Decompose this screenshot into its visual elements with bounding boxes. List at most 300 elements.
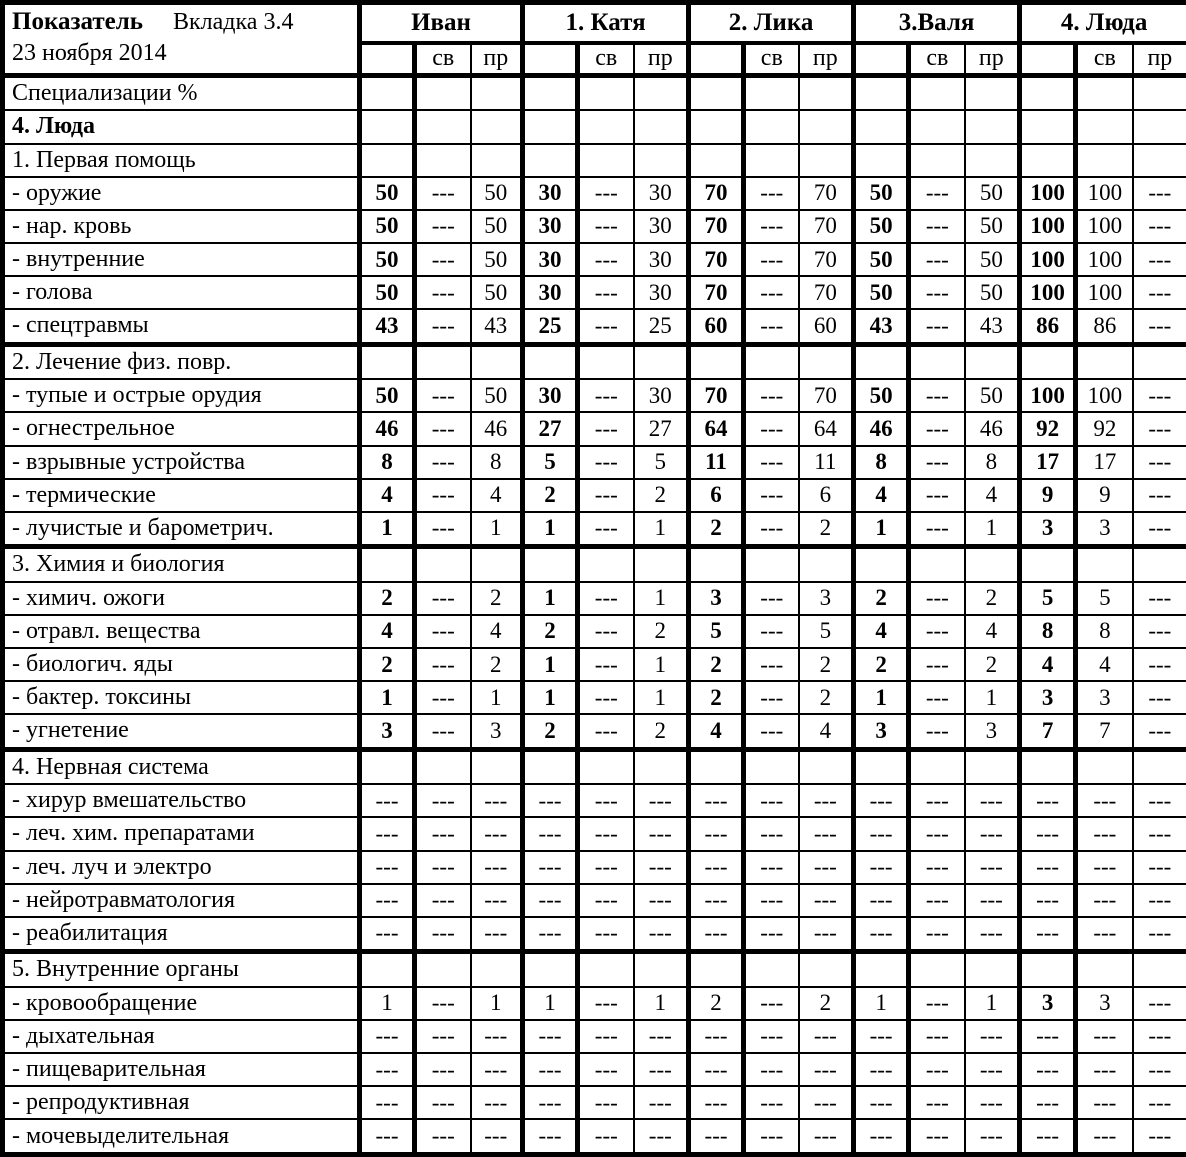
value-cell: 8: [1076, 615, 1133, 648]
value-cell: 3: [1020, 987, 1076, 1020]
value-cell: ---: [634, 817, 689, 850]
value-cell: 2: [799, 648, 854, 681]
value-cell: 4: [965, 615, 1020, 648]
value-cell: ---: [1020, 1053, 1076, 1086]
value-cell: ---: [415, 309, 471, 344]
value-cell: ---: [471, 1053, 523, 1086]
value-cell: 70: [799, 177, 854, 210]
value-cell: [744, 344, 799, 379]
value-cell: 30: [634, 276, 689, 309]
value-cell: [689, 110, 744, 143]
value-cell: 2: [965, 648, 1020, 681]
value-cell: 3: [689, 582, 744, 615]
value-cell: 30: [634, 243, 689, 276]
value-cell: ---: [578, 714, 634, 749]
value-cell: ---: [909, 817, 965, 850]
value-cell: 27: [634, 412, 689, 445]
value-cell: ---: [578, 987, 634, 1020]
value-cell: [744, 144, 799, 177]
value-cell: [634, 110, 689, 143]
subcol-св: св: [744, 43, 799, 76]
value-cell: ---: [415, 817, 471, 850]
value-cell: ---: [578, 615, 634, 648]
value-cell: [1020, 952, 1076, 987]
value-cell: ---: [744, 177, 799, 210]
value-cell: 1: [634, 681, 689, 714]
value-cell: 3: [799, 582, 854, 615]
value-cell: ---: [744, 479, 799, 512]
value-cell: ---: [360, 1020, 415, 1053]
value-cell: [799, 749, 854, 784]
value-cell: 11: [799, 446, 854, 479]
value-cell: ---: [965, 817, 1020, 850]
value-cell: ---: [909, 917, 965, 952]
value-cell: [415, 144, 471, 177]
value-cell: ---: [744, 1119, 799, 1154]
value-cell: ---: [909, 446, 965, 479]
table-row: [3, 1053, 1186, 1086]
value-cell: ---: [854, 817, 909, 850]
value-cell: [689, 749, 744, 784]
value-cell: 43: [471, 309, 523, 344]
value-cell: 5: [689, 615, 744, 648]
value-cell: [1133, 547, 1186, 582]
value-cell: 2: [471, 648, 523, 681]
value-cell: ---: [909, 648, 965, 681]
value-cell: [1020, 749, 1076, 784]
value-cell: ---: [634, 1086, 689, 1119]
table-row: [3, 309, 1186, 344]
value-cell: [1133, 749, 1186, 784]
value-cell: ---: [854, 1020, 909, 1053]
table-row: [3, 817, 1186, 850]
value-cell: [1133, 76, 1186, 111]
table-row: [3, 648, 1186, 681]
value-cell: 5: [1020, 582, 1076, 615]
value-cell: ---: [578, 446, 634, 479]
value-cell: 1: [471, 512, 523, 547]
value-cell: [1076, 110, 1133, 143]
value-cell: ---: [744, 817, 799, 850]
value-cell: [634, 76, 689, 111]
value-cell: 50: [965, 210, 1020, 243]
value-cell: ---: [415, 276, 471, 309]
value-cell: 9: [1020, 479, 1076, 512]
table-row: [3, 714, 1186, 749]
value-cell: ---: [744, 412, 799, 445]
value-cell: ---: [578, 210, 634, 243]
value-cell: [1020, 110, 1076, 143]
value-cell: 2: [634, 714, 689, 749]
value-cell: ---: [360, 784, 415, 817]
value-cell: ---: [415, 1053, 471, 1086]
value-cell: ---: [744, 210, 799, 243]
value-cell: ---: [578, 681, 634, 714]
value-cell: ---: [471, 1086, 523, 1119]
subcol-blank: [689, 43, 744, 76]
value-cell: ---: [909, 379, 965, 412]
row-label: - хирур вмешательство: [3, 784, 360, 817]
value-cell: ---: [634, 784, 689, 817]
value-cell: [909, 76, 965, 111]
value-cell: ---: [1133, 784, 1186, 817]
value-cell: 50: [854, 276, 909, 309]
value-cell: [523, 952, 578, 987]
table-row: [3, 446, 1186, 479]
value-cell: ---: [523, 784, 578, 817]
value-cell: [634, 952, 689, 987]
value-cell: ---: [415, 177, 471, 210]
value-cell: [634, 344, 689, 379]
subcol-пр: пр: [634, 43, 689, 76]
value-cell: [854, 110, 909, 143]
value-cell: ---: [799, 1020, 854, 1053]
value-cell: [854, 76, 909, 111]
value-cell: 50: [360, 177, 415, 210]
value-cell: 4: [965, 479, 1020, 512]
table-row: [3, 1020, 1186, 1053]
value-cell: ---: [1133, 987, 1186, 1020]
row-label: 2. Лечение физ. повр.: [3, 344, 360, 379]
value-cell: ---: [415, 851, 471, 884]
value-cell: [415, 749, 471, 784]
value-cell: 46: [854, 412, 909, 445]
value-cell: 4: [854, 615, 909, 648]
value-cell: ---: [415, 446, 471, 479]
value-cell: 50: [965, 243, 1020, 276]
value-cell: 2: [689, 648, 744, 681]
value-cell: ---: [1133, 1119, 1186, 1154]
value-cell: ---: [578, 851, 634, 884]
row-label: - взрывные устройства: [3, 446, 360, 479]
table-row: [3, 851, 1186, 884]
table-row: [3, 615, 1186, 648]
value-cell: 11: [689, 446, 744, 479]
value-cell: [578, 110, 634, 143]
value-cell: ---: [689, 1086, 744, 1119]
value-cell: [1076, 76, 1133, 111]
row-label: 4. Нервная система: [3, 749, 360, 784]
value-cell: 60: [689, 309, 744, 344]
value-cell: 4: [689, 714, 744, 749]
value-cell: [1020, 144, 1076, 177]
value-cell: 50: [854, 177, 909, 210]
value-cell: ---: [909, 987, 965, 1020]
value-cell: ---: [471, 784, 523, 817]
value-cell: 8: [1020, 615, 1076, 648]
value-cell: ---: [1133, 681, 1186, 714]
value-cell: ---: [360, 851, 415, 884]
value-cell: ---: [965, 784, 1020, 817]
value-cell: 8: [360, 446, 415, 479]
subcol-пр: пр: [471, 43, 523, 76]
header-row: [3, 3, 1186, 43]
row-label: - реабилитация: [3, 917, 360, 952]
value-cell: [854, 749, 909, 784]
row-label: - лучистые и барометрич.: [3, 512, 360, 547]
value-cell: 50: [471, 177, 523, 210]
value-cell: ---: [1133, 512, 1186, 547]
value-cell: ---: [854, 1119, 909, 1154]
row-label: 4. Люда: [3, 110, 360, 143]
value-cell: 4: [799, 714, 854, 749]
value-cell: ---: [909, 412, 965, 445]
value-cell: ---: [471, 851, 523, 884]
value-cell: ---: [909, 714, 965, 749]
value-cell: 3: [1076, 512, 1133, 547]
value-cell: 3: [965, 714, 1020, 749]
row-label: - кровообращение: [3, 987, 360, 1020]
value-cell: ---: [689, 851, 744, 884]
value-cell: 2: [634, 479, 689, 512]
value-cell: [415, 952, 471, 987]
value-cell: [689, 144, 744, 177]
row-label: - леч. луч и электро: [3, 851, 360, 884]
value-cell: ---: [1133, 379, 1186, 412]
value-cell: [634, 547, 689, 582]
value-cell: 30: [523, 210, 578, 243]
value-cell: [799, 344, 854, 379]
value-cell: 50: [471, 210, 523, 243]
value-cell: [799, 76, 854, 111]
value-cell: 4: [471, 479, 523, 512]
subcol-св: св: [1076, 43, 1133, 76]
value-cell: 70: [799, 243, 854, 276]
value-cell: [578, 952, 634, 987]
value-cell: [799, 110, 854, 143]
value-cell: 1: [965, 512, 1020, 547]
value-cell: ---: [799, 1053, 854, 1086]
value-cell: ---: [965, 851, 1020, 884]
value-cell: [1020, 547, 1076, 582]
value-cell: ---: [1020, 817, 1076, 850]
value-cell: 100: [1020, 210, 1076, 243]
value-cell: ---: [1133, 412, 1186, 445]
value-cell: 30: [523, 243, 578, 276]
value-cell: 2: [799, 987, 854, 1020]
value-cell: 50: [854, 379, 909, 412]
value-cell: [854, 952, 909, 987]
value-cell: ---: [578, 884, 634, 917]
value-cell: ---: [909, 1053, 965, 1086]
value-cell: ---: [799, 1119, 854, 1154]
value-cell: [689, 344, 744, 379]
value-cell: 1: [634, 512, 689, 547]
row-label: - бактер. токсины: [3, 681, 360, 714]
table-row: [3, 479, 1186, 512]
value-cell: 4: [1020, 648, 1076, 681]
value-cell: ---: [854, 884, 909, 917]
indicator-title: Показатель: [12, 8, 143, 35]
value-cell: ---: [360, 917, 415, 952]
value-cell: 50: [965, 177, 1020, 210]
value-cell: ---: [578, 1119, 634, 1154]
value-cell: ---: [578, 243, 634, 276]
value-cell: 3: [854, 714, 909, 749]
value-cell: 50: [471, 276, 523, 309]
value-cell: 2: [799, 681, 854, 714]
value-cell: 100: [1076, 210, 1133, 243]
value-cell: 70: [689, 276, 744, 309]
value-cell: [689, 76, 744, 111]
row-label: - термические: [3, 479, 360, 512]
value-cell: 43: [854, 309, 909, 344]
table-row: [3, 784, 1186, 817]
value-cell: ---: [578, 784, 634, 817]
person-header-lika: 2. Лика: [689, 3, 854, 43]
value-cell: 2: [799, 512, 854, 547]
row-label: - биологич. яды: [3, 648, 360, 681]
table-row: [3, 917, 1186, 952]
table-row: [3, 412, 1186, 445]
value-cell: 8: [471, 446, 523, 479]
value-cell: 70: [799, 210, 854, 243]
row-label: - пищеварительная: [3, 1053, 360, 1086]
value-cell: 1: [523, 648, 578, 681]
value-cell: ---: [744, 582, 799, 615]
value-cell: ---: [799, 784, 854, 817]
value-cell: [1133, 344, 1186, 379]
value-cell: 100: [1076, 177, 1133, 210]
table-row: [3, 243, 1186, 276]
value-cell: ---: [744, 243, 799, 276]
row-label: - огнестрельное: [3, 412, 360, 445]
row-label: - голова: [3, 276, 360, 309]
value-cell: [523, 110, 578, 143]
value-cell: 50: [965, 276, 1020, 309]
row-label: - тупые и острые орудия: [3, 379, 360, 412]
value-cell: [689, 952, 744, 987]
value-cell: ---: [415, 479, 471, 512]
value-cell: [909, 547, 965, 582]
value-cell: [909, 749, 965, 784]
value-cell: 70: [689, 379, 744, 412]
value-cell: ---: [744, 446, 799, 479]
value-cell: 2: [854, 582, 909, 615]
value-cell: 1: [634, 648, 689, 681]
subcol-blank: [1020, 43, 1076, 76]
value-cell: ---: [744, 884, 799, 917]
value-cell: ---: [578, 1086, 634, 1119]
value-cell: ---: [1076, 851, 1133, 884]
value-cell: 2: [523, 615, 578, 648]
value-cell: [965, 76, 1020, 111]
value-cell: ---: [415, 681, 471, 714]
row-label: - угнетение: [3, 714, 360, 749]
value-cell: ---: [909, 1119, 965, 1154]
tab-label: Вкладка 3.4: [173, 9, 294, 35]
value-cell: 2: [689, 681, 744, 714]
value-cell: ---: [1020, 851, 1076, 884]
value-cell: ---: [1076, 1053, 1133, 1086]
row-label: - внутренние: [3, 243, 360, 276]
value-cell: ---: [689, 817, 744, 850]
value-cell: ---: [523, 1053, 578, 1086]
value-cell: [854, 344, 909, 379]
value-cell: [415, 547, 471, 582]
value-cell: [744, 76, 799, 111]
value-cell: 100: [1020, 243, 1076, 276]
value-cell: ---: [415, 1119, 471, 1154]
value-cell: ---: [799, 817, 854, 850]
value-cell: ---: [578, 817, 634, 850]
corner-header-cell: [3, 3, 360, 76]
value-cell: ---: [1020, 884, 1076, 917]
row-label: - репродуктивная: [3, 1086, 360, 1119]
table-row: [3, 681, 1186, 714]
value-cell: ---: [360, 1119, 415, 1154]
value-cell: [965, 952, 1020, 987]
value-cell: ---: [1076, 917, 1133, 952]
value-cell: ---: [1133, 1020, 1186, 1053]
value-cell: 1: [965, 987, 1020, 1020]
value-cell: ---: [634, 884, 689, 917]
value-cell: ---: [634, 1020, 689, 1053]
value-cell: 4: [854, 479, 909, 512]
value-cell: ---: [360, 817, 415, 850]
value-cell: 70: [799, 276, 854, 309]
value-cell: 50: [471, 379, 523, 412]
value-cell: ---: [1020, 1119, 1076, 1154]
value-cell: [1076, 952, 1133, 987]
value-cell: 1: [854, 987, 909, 1020]
value-cell: ---: [1076, 784, 1133, 817]
value-cell: 1: [523, 582, 578, 615]
value-cell: ---: [909, 243, 965, 276]
value-cell: [1076, 749, 1133, 784]
value-cell: 30: [634, 210, 689, 243]
value-cell: 1: [854, 512, 909, 547]
value-cell: ---: [523, 917, 578, 952]
value-cell: ---: [523, 1020, 578, 1053]
value-cell: ---: [965, 1053, 1020, 1086]
value-cell: 1: [523, 681, 578, 714]
value-cell: [744, 749, 799, 784]
value-cell: ---: [1020, 1020, 1076, 1053]
value-cell: 9: [1076, 479, 1133, 512]
value-cell: [744, 110, 799, 143]
value-cell: [578, 144, 634, 177]
table-row: [3, 884, 1186, 917]
value-cell: ---: [965, 1119, 1020, 1154]
value-cell: ---: [1133, 479, 1186, 512]
table-row: [3, 512, 1186, 547]
value-cell: 100: [1020, 177, 1076, 210]
value-cell: ---: [1133, 817, 1186, 850]
value-cell: ---: [1133, 1086, 1186, 1119]
value-cell: ---: [578, 412, 634, 445]
value-cell: ---: [799, 1086, 854, 1119]
value-cell: ---: [965, 1020, 1020, 1053]
value-cell: 4: [1076, 648, 1133, 681]
value-cell: ---: [1133, 1053, 1186, 1086]
value-cell: 46: [965, 412, 1020, 445]
value-cell: ---: [578, 177, 634, 210]
value-cell: [471, 547, 523, 582]
subcol-св: св: [578, 43, 634, 76]
value-cell: [799, 144, 854, 177]
value-cell: ---: [909, 884, 965, 917]
row-label: - химич. ожоги: [3, 582, 360, 615]
value-cell: 1: [360, 512, 415, 547]
value-cell: ---: [744, 917, 799, 952]
value-cell: ---: [744, 309, 799, 344]
table-row: [3, 144, 1186, 177]
value-cell: [1133, 144, 1186, 177]
value-cell: 50: [965, 379, 1020, 412]
value-cell: 100: [1076, 379, 1133, 412]
value-cell: [1133, 110, 1186, 143]
